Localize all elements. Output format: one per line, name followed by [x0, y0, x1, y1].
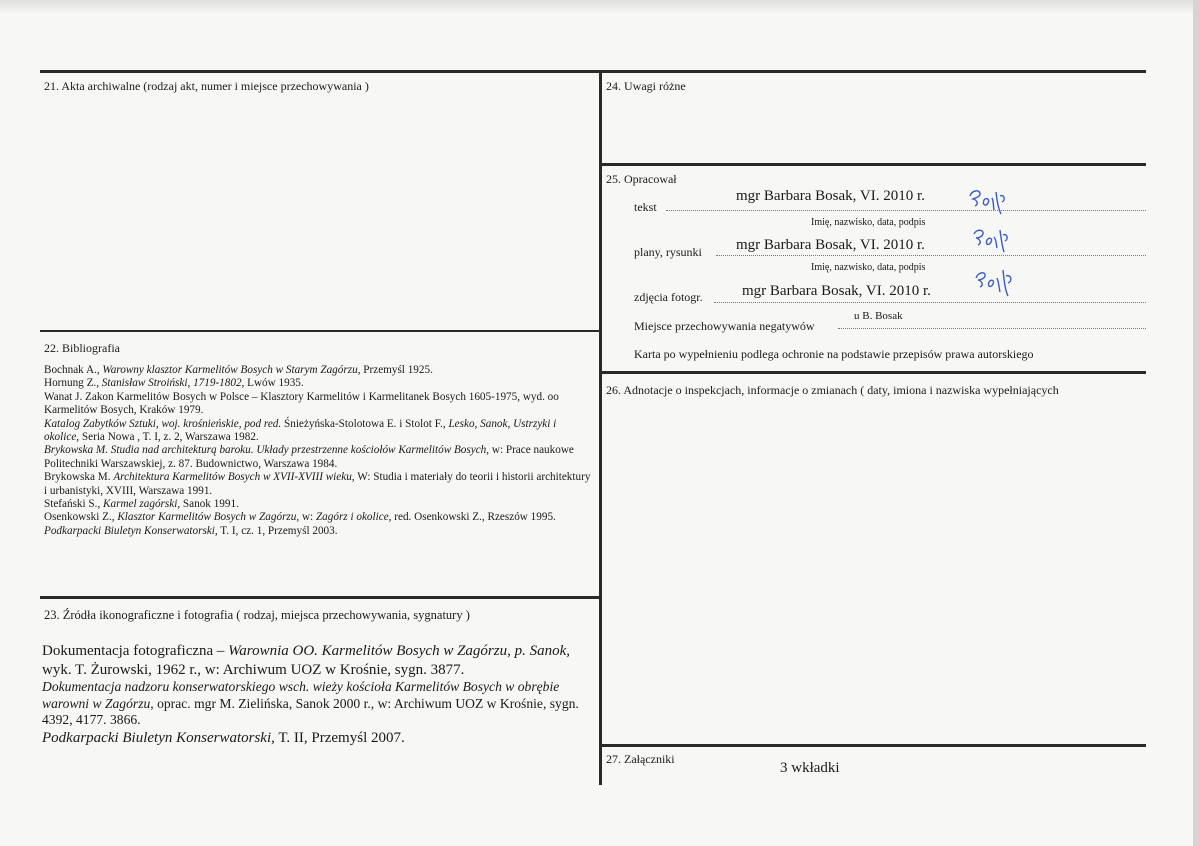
source-entry: Dokumentacja nadzoru konserwatorskiego wsch. wieży kościoła Karmelitów Bosych w obrębie warowni w Zagórzu, oprac. mgr M. Zielińska, Sanok 2000 r., w: Archiwum UOZ w Krośnie, sygn. 4392, 4177. 3866. — [42, 679, 579, 727]
section-22-title: 22. Bibliografia — [44, 341, 120, 355]
section-26-title: 26. Adnotacje o inspekcjach, informacje o zmianach ( daty, imiona i nazwiska wypełniających — [606, 383, 1059, 397]
section-21-title: 21. Akta archiwalne (rodzaj akt, numer i miejsce przechowywania ) — [44, 79, 369, 93]
plany-line — [716, 255, 1146, 256]
bibliography-entry: Wanat J. Zakon Karmelitów Bosych w Polsce – Klasztory Karmelitów i Karmelitanek Bosych 1605-1975, wyd. oo Karmelitów Bosych, Kraków 1979. — [44, 390, 559, 417]
tekst-value: mgr Barbara Bosak, VI. 2010 r. — [736, 188, 925, 204]
sources-block — [42, 642, 594, 747]
bibliography-entry: Katalog Zabytków Sztuki, woj. krośnieńskie, pod red. Śnieżyńska-Stolotowa E. i Stolot F., Lesko, Sanok, Ustrzyki i okolice, Seria Nowa , T. I, z. 2, Warszawa 1982. — [44, 417, 557, 444]
top-rule — [40, 70, 1146, 73]
plany-value: mgr Barbara Bosak, VI. 2010 r. — [736, 237, 925, 253]
signature-1 — [966, 186, 1016, 218]
negatywy-label: Miejsce przechowywania negatywów — [634, 319, 815, 333]
rule-21-22 — [40, 330, 600, 332]
bibliography-entry: Podkarpacki Biuletyn Konserwatorski, T. I, cz. 1, Przemyśl 2003. — [44, 524, 338, 537]
rule-22-23 — [40, 596, 600, 599]
section-24-title: 24. Uwagi różne — [606, 79, 686, 93]
rule-24-25 — [601, 163, 1146, 166]
scan-right-edge — [1193, 0, 1199, 846]
negatywy-value: u B. Bosak — [854, 310, 903, 322]
bibliography-entry: Hornung Z., Stanisław Stroiński, 1719-1802, Lwów 1935. — [44, 377, 304, 390]
section-27-title: 27. Załączniki — [606, 752, 675, 766]
rule-25-26 — [601, 371, 1146, 374]
source-entry: Dokumentacja fotograficzna – Warownia OO. Karmelitów Bosych w Zagórzu, p. Sanok, wyk. T. Żurowski, 1962 r., w: Archiwum UOZ w Krośnie, sygn. 3877. — [42, 643, 570, 678]
bibliography-entry: Bochnak A., Warowny klasztor Karmelitów Bosych w Starym Zagórzu, Przemyśl 1925. — [44, 364, 433, 376]
signature-2 — [970, 226, 1016, 256]
copyright-note: Karta po wypełnieniu podlega ochronie na podstawie przepisów prawa autorskiego — [634, 347, 1034, 361]
rule-26-27 — [601, 744, 1146, 747]
source-entry: Podkarpacki Biuletyn Konserwatorski, T. II, Przemyśl 2007. — [42, 729, 405, 746]
section-23-title: 23. Źródła ikonograficzne i fotografia ( rodzaj, miejsca przechowywania, sygnatury ) — [44, 608, 470, 622]
scan-top-shadow — [0, 0, 1199, 14]
zdjecia-label: zdjęcia fotogr. — [634, 290, 703, 304]
zdjecia-value: mgr Barbara Bosak, VI. 2010 r. — [742, 283, 931, 299]
center-divider — [599, 72, 602, 785]
negatywy-line — [838, 328, 1146, 329]
signature-3 — [972, 266, 1022, 300]
bibliography-list — [44, 364, 592, 538]
bibliography-entry: Brykowska M. Architektura Karmelitów Bosych w XVII-XVIII wieku, W: Studia i materiały do teorii i historii architektury i urbanistyki, XVIII, Warszawa 1991. — [44, 471, 591, 497]
plany-label: plany, rysunki — [634, 245, 702, 259]
tekst-caption: Imię, nazwisko, data, podpis — [811, 217, 926, 228]
plany-caption: Imię, nazwisko, data, podpis — [811, 262, 926, 273]
bibliography-entry: Osenkowski Z., Klasztor Karmelitów Bosych w Zagórzu, w: Zagórz i okolice, red. Osenkowski Z., Rzeszów 1995. — [44, 511, 556, 524]
bibliography-entry: Stefański S., Karmel zagórski, Sanok 1991. — [44, 498, 239, 511]
tekst-line — [666, 210, 1146, 211]
bibliography-entry: Brykowska M. Studia nad architekturą baroku. Układy przestrzenne kościołów Karmelitów Bosych, w: Prace naukowe Politechniki Warszawskiej, z. 87. Budownictwo, Warszawa 1984. — [44, 444, 574, 470]
section-25-title: 25. Opracował — [606, 172, 677, 186]
tekst-label: tekst — [634, 200, 657, 214]
attachments-value: 3 wkładki — [780, 760, 840, 776]
zdjecia-line — [714, 302, 1146, 303]
